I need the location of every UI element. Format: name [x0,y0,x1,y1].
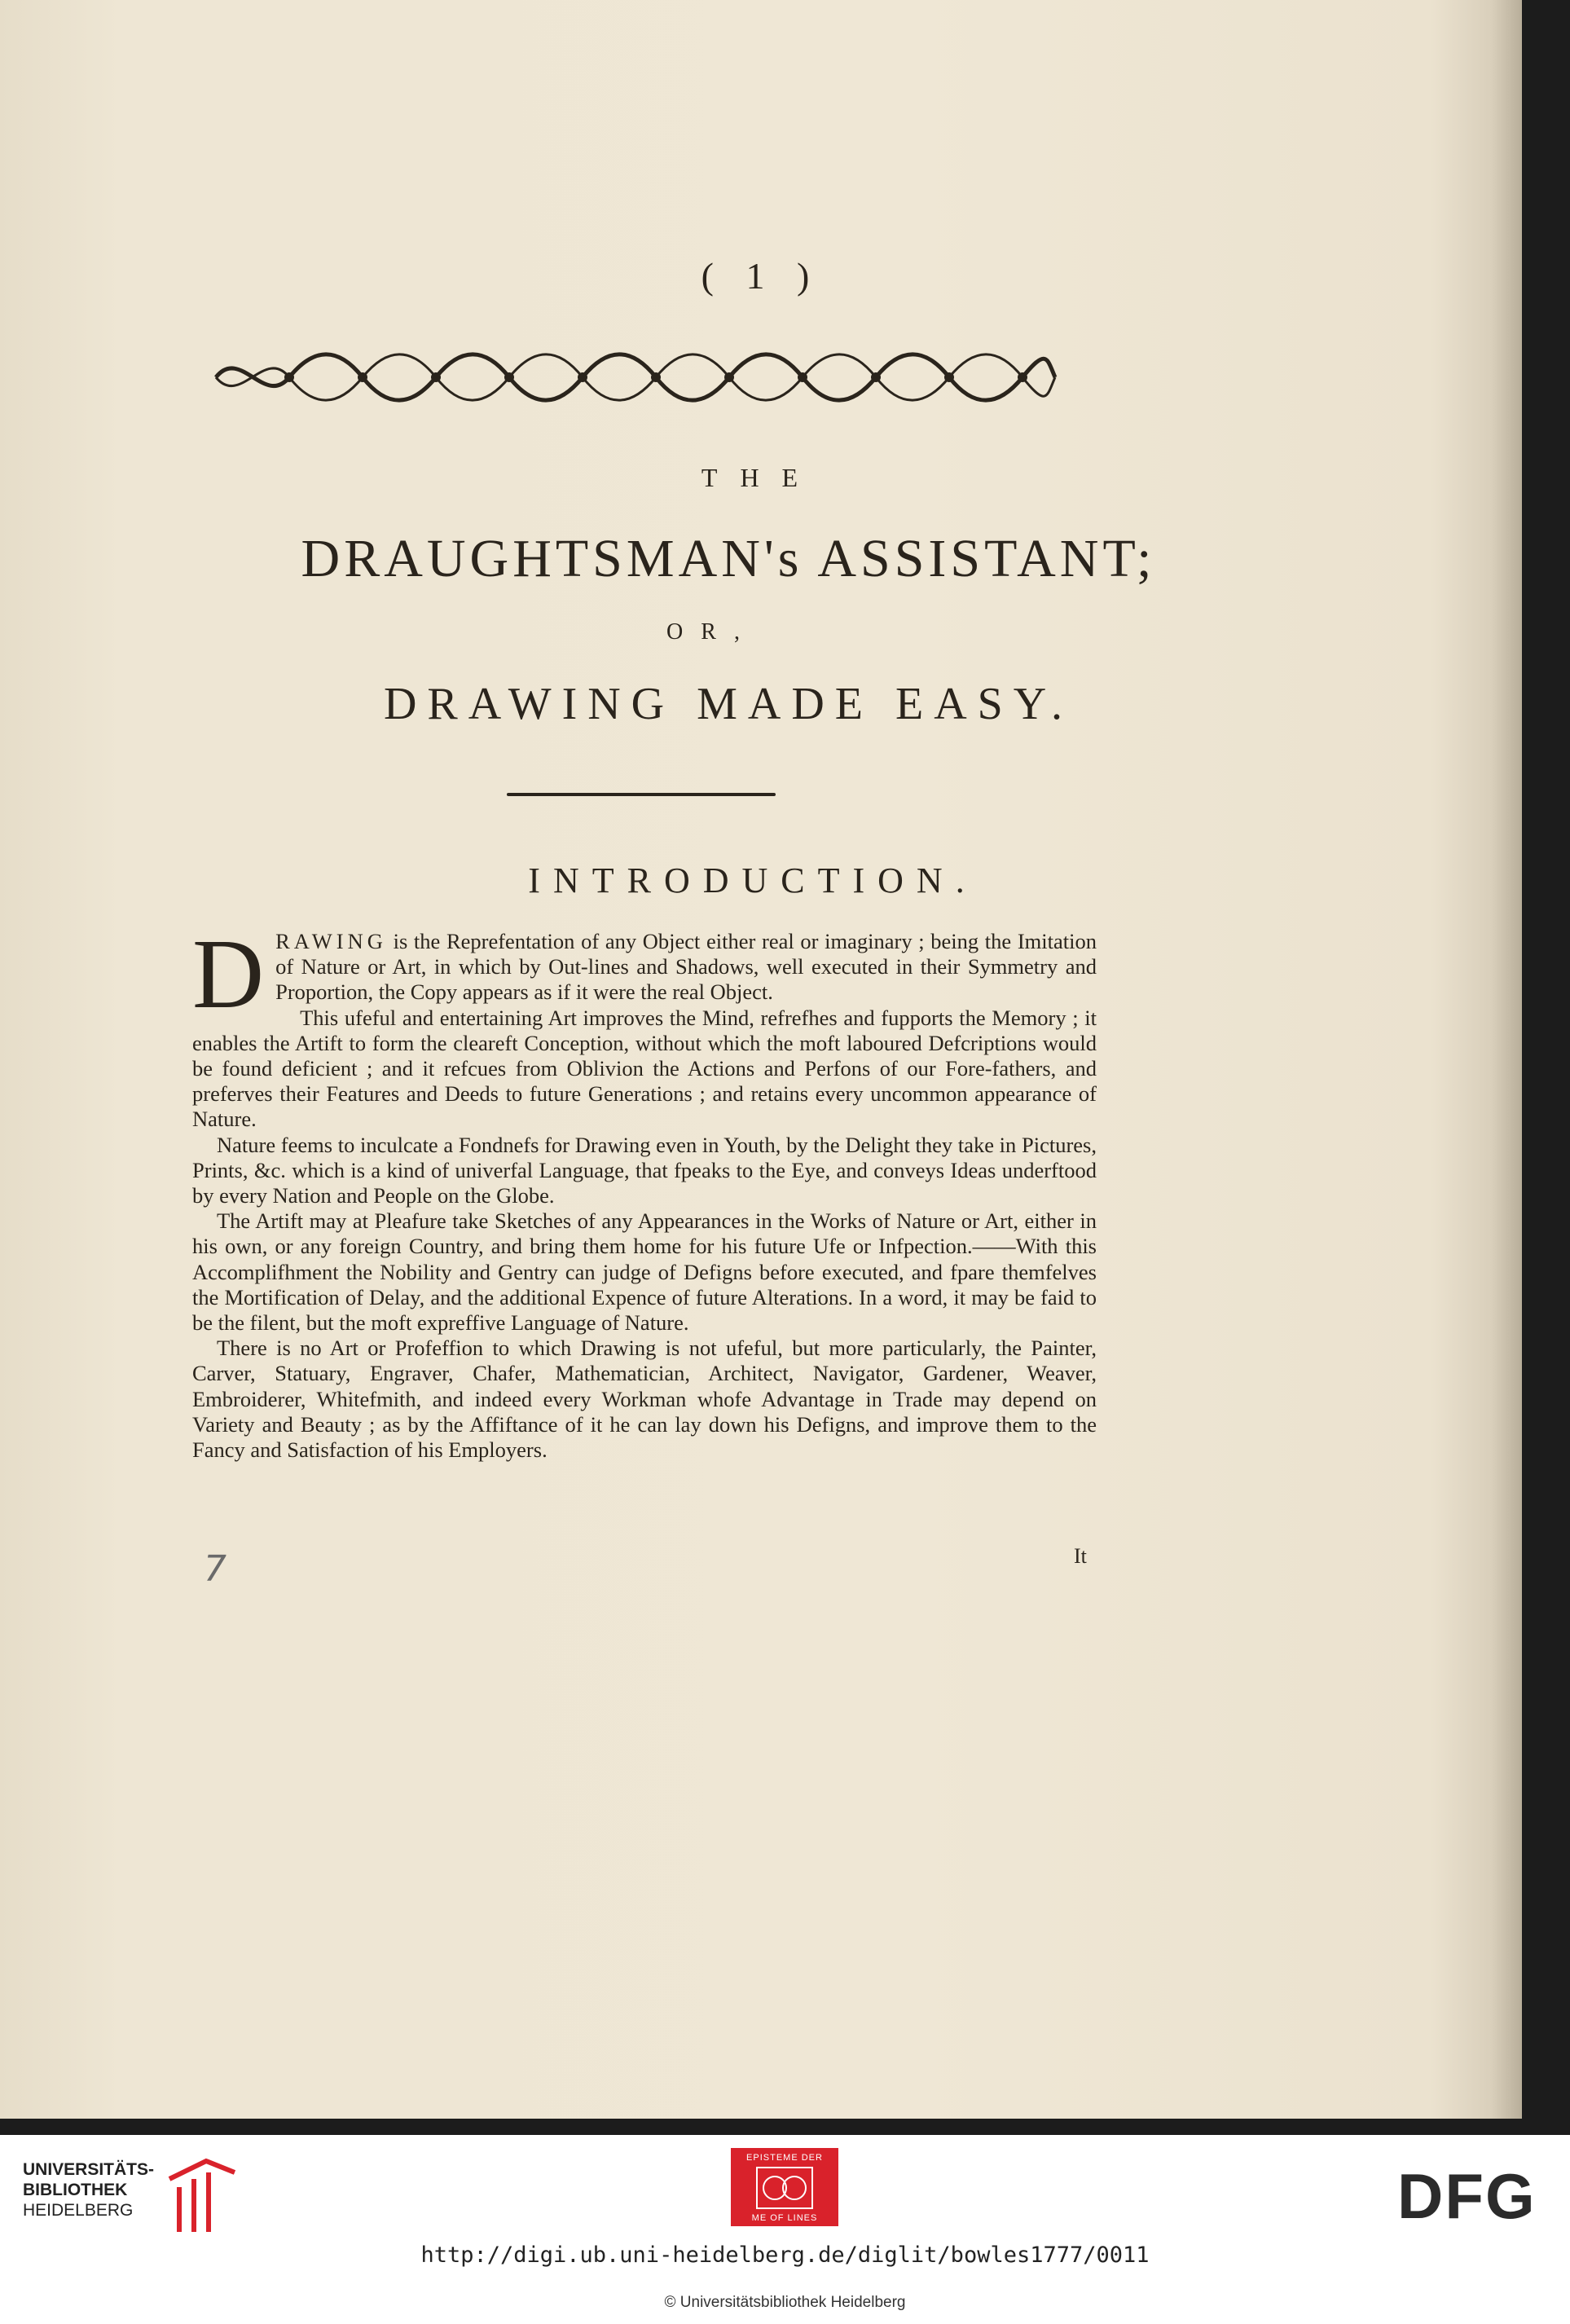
permalink-url[interactable]: http://digi.ub.uni-heidelberg.de/diglit/bowles1777/0011 [420,2243,1150,2268]
main-title: DRAUGHTSMAN's ASSISTANT; [301,529,1156,588]
page-number: ( 1 ) [701,255,821,297]
ornament-border [208,350,1063,404]
pencil-mark: 7 [204,1548,226,1590]
paragraph-5: There is no Art or Profeffion to which Drawing is not ufeful, but more particularly, the Painter, Carver, Statuary, Engraver, Chafer, Mathematician, Architect, Navigator, Gardener, Weaver, Embroiderer, Whitefmith, and indeed every Workman whofe Advantage in Trade may depend on Variety and Beauty ; as by the Affiftance of it he can lay down his Defigns, and improve them to the Fancy and Satisfaction of his Employers. [192,1336,1097,1463]
project-logo-bottom: ME OF LINES [751,2213,818,2223]
project-emblem-icon [755,2166,814,2210]
body-text [192,919,1097,1463]
title-rule [507,793,776,796]
paragraph-3: Nature feems to inculcate a Fondnefs for Drawing even in Youth, by the Delight they take in Pictures, Prints, &c. which is a kind of univerfal Language, that fpeaks to the Eye, and conveys Ideas underftood by every Nation and People on the Globe. [192,1132,1097,1208]
intro-heading: INTRODUCTION. [528,860,978,900]
title-or: OR, [666,619,758,645]
catchword: It [1074,1544,1087,1568]
title-the: THE [701,463,821,492]
paragraph-1-text: is the Reprefentation of any Object either real or imaginary ; being the Imitation of Nature or Art, in which by Out-lines and Shadows, well executed in their Symmetry and Proportion, the Copy appears as if it were the real Object. [275,929,1097,1005]
first-word: RAWING [275,929,387,953]
paragraph-4: The Artift may at Pleafure take Sketches of any Appearances in the Works of Nature or Art, either in his own, or any foreign Country, and bring them home for his future Ufe or Infpection.——With this Accomplifhment the Nobility and Gentry can judge of Defigns before executed, and fpare themfelves the Mortification of Delay, and the additional Expence of future Alterations. In a word, it may be faid to be the filent, but the moft expreffive Language of Nature. [192,1208,1097,1336]
library-logo-text [23,2159,154,2221]
library-line-3: HEIDELBERG [23,2201,134,2220]
drop-cap: D [192,919,265,1029]
library-logo[interactable] [23,2159,154,2221]
subtitle: DRAWING MADE EASY. [383,679,1074,729]
project-logo[interactable] [731,2148,838,2226]
library-line-1: UNIVERSITÄTS- [23,2160,155,2179]
paragraph-2: This ufeful and entertaining Art improves the Mind, refrefhes and fupports the Memory ; it enables the Artift to form the cleareft Conception, without which the moft laboured Defcriptions would be found deficient ; and it refcues from Oblivion the Actions and Perfons of our Fore-fathers, and preferves their Features and Deeds to future Generations ; and retains every uncommon appearance of Nature. [192,1005,1097,1132]
dfg-logo[interactable]: DFG [1397,2160,1537,2232]
paragraph-1 [192,919,1097,1029]
footer [0,2135,1570,2324]
project-logo-top: EPISTEME DER [746,2153,823,2163]
library-mark-icon [161,2155,243,2236]
copyright-notice: © Universitätsbibliothek Heidelberg [664,2294,906,2311]
library-line-2: BIBLIOTHEK [23,2181,128,2199]
